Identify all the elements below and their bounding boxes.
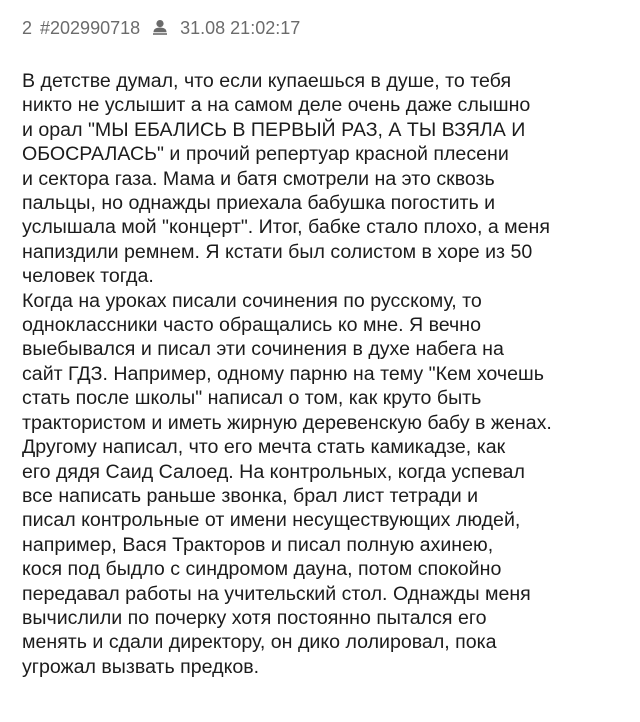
text-line: его дядя Саид Салоед. На контрольных, когда успевал <box>22 460 525 483</box>
post-header <box>22 15 640 41</box>
user-icon <box>152 19 168 35</box>
post-body <box>22 69 628 679</box>
text-line: писал контрольные от имени несуществующих людей, <box>22 509 521 532</box>
text-line: сайт ГДЗ. Например, одному парню на тему "Кем хочешь <box>22 362 544 385</box>
text-line: и сектора газа. Мама и батя смотрели на это сквозь <box>22 167 495 190</box>
text-line: напиздили ремнем. Я кстати был солистом в хоре из 50 <box>22 240 533 263</box>
post-id[interactable]: #202990718 <box>40 17 141 38</box>
text-line: передавал работы на учительский стол. Однажды меня <box>22 582 531 605</box>
text-line: выебывался и писал эти сочинения в духе набега на <box>22 338 504 361</box>
text-line: ОБОСРАЛАСЬ" и прочий репертуар красной плесени <box>22 143 509 166</box>
text-line: например, Вася Тракторов и писал полную ахинею, <box>22 533 494 556</box>
text-line: трактористом и иметь жирную деревенскую бабу в женах. <box>22 411 552 434</box>
post-number[interactable]: 2 <box>22 17 33 38</box>
text-line: все написать раньше звонка, брал лист тетради и <box>22 484 479 507</box>
text-line: угрожал вызвать предков. <box>22 655 260 678</box>
text-line: и орал "МЫ ЕБАЛИСЬ В ПЕРВЫЙ РАЗ, А ТЫ ВЗЯЛА И <box>22 118 526 141</box>
text-line: стать после школы" написал о том, как круто быть <box>22 387 482 410</box>
paragraph-1 <box>22 69 628 289</box>
text-line: кося под быдло с синдромом дауна, потом спокойно <box>22 558 502 581</box>
text-line: человек тогда. <box>22 265 154 288</box>
text-line: В детстве думал, что если купаешься в душе, то тебя <box>22 70 512 92</box>
text-line: вычислили по почерку хотя постоянно пытался его <box>22 606 487 629</box>
text-line: никто не услышит а на самом деле очень даже слышно <box>22 94 531 117</box>
text-line: услышала мой "концерт". Итог, бабке стало плохо, а меня <box>22 216 550 239</box>
text-line: менять и сдали директору, он дико лолировал, пока <box>22 631 497 654</box>
text-line: Другому написал, что его мечта стать камикадзе, как <box>22 436 506 459</box>
text-line: одноклассники часто обращались ко мне. Я вечно <box>22 314 481 337</box>
text-line: пальцы, но однажды приехала бабушка погостить и <box>22 192 496 215</box>
text-line: Когда на уроках писали сочинения по русскому, то <box>22 289 482 312</box>
paragraph-2 <box>22 289 628 680</box>
post-datetime: 31.08 21:02:17 <box>180 17 301 38</box>
